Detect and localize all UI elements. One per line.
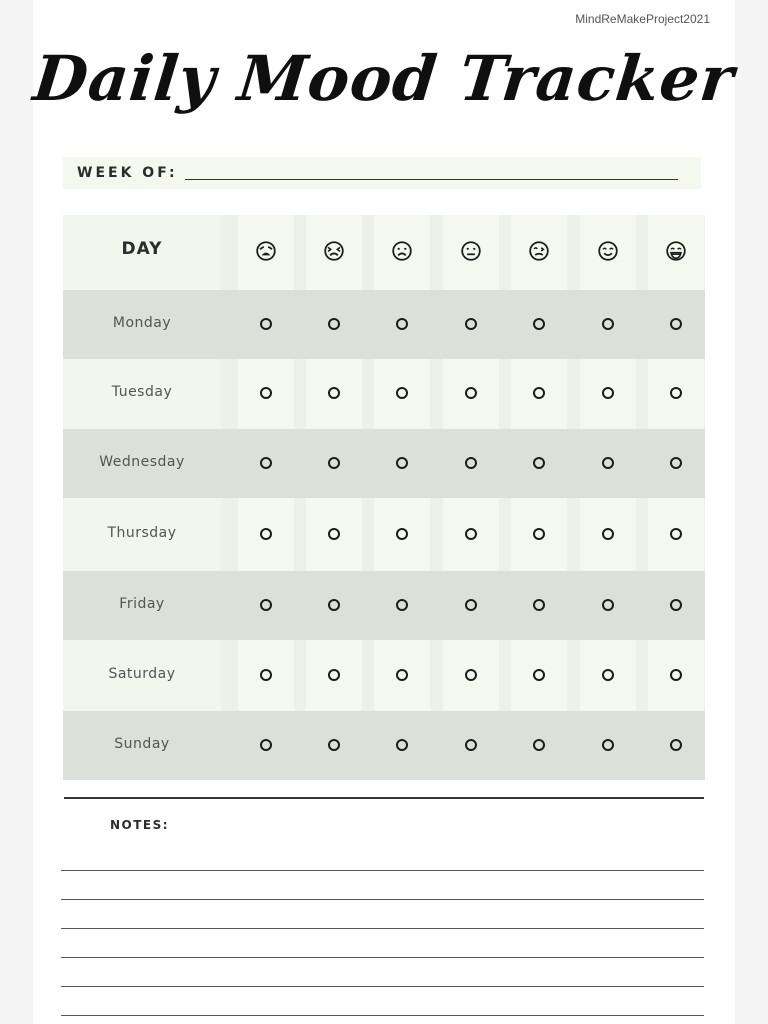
- mood-radio-sunday-5[interactable]: [533, 739, 545, 751]
- week-of-input-line[interactable]: [185, 179, 678, 180]
- mood-radio-saturday-1[interactable]: [260, 669, 272, 681]
- smiling-face-icon: [580, 239, 636, 263]
- mood-radio-monday-4[interactable]: [465, 318, 477, 330]
- winking-face-icon: [511, 239, 567, 263]
- mood-radio-friday-5[interactable]: [533, 599, 545, 611]
- day-label-monday: Monday: [112, 315, 172, 331]
- notes-label: NOTES:: [110, 818, 170, 832]
- note-line[interactable]: [61, 986, 704, 987]
- mood-radio-friday-1[interactable]: [260, 599, 272, 611]
- mood-radio-monday-3[interactable]: [396, 318, 408, 330]
- mood-radio-thursday-4[interactable]: [465, 528, 477, 540]
- mood-radio-monday-6[interactable]: [602, 318, 614, 330]
- mood-radio-tuesday-6[interactable]: [602, 387, 614, 399]
- day-label-tuesday: Tuesday: [111, 384, 173, 400]
- note-line[interactable]: [61, 899, 704, 900]
- day-label-friday: Friday: [119, 596, 165, 612]
- mood-radio-monday-1[interactable]: [260, 318, 272, 330]
- mood-radio-wednesday-1[interactable]: [260, 457, 272, 469]
- mood-radio-friday-4[interactable]: [465, 599, 477, 611]
- mood-radio-wednesday-3[interactable]: [396, 457, 408, 469]
- mood-radio-wednesday-7[interactable]: [670, 457, 682, 469]
- mood-radio-tuesday-5[interactable]: [533, 387, 545, 399]
- page-title: Daily Mood Tracker: [30, 42, 738, 115]
- mood-radio-tuesday-1[interactable]: [260, 387, 272, 399]
- mood-radio-saturday-5[interactable]: [533, 669, 545, 681]
- mood-radio-tuesday-4[interactable]: [465, 387, 477, 399]
- mood-radio-friday-3[interactable]: [396, 599, 408, 611]
- mood-radio-tuesday-3[interactable]: [396, 387, 408, 399]
- mood-radio-sunday-1[interactable]: [260, 739, 272, 751]
- grinning-face-icon: [648, 239, 704, 263]
- mood-radio-friday-6[interactable]: [602, 599, 614, 611]
- mood-radio-sunday-4[interactable]: [465, 739, 477, 751]
- mood-radio-tuesday-2[interactable]: [328, 387, 340, 399]
- mood-radio-thursday-7[interactable]: [670, 528, 682, 540]
- mood-radio-thursday-5[interactable]: [533, 528, 545, 540]
- note-line[interactable]: [61, 957, 704, 958]
- notes-divider: [64, 797, 704, 799]
- mood-radio-wednesday-2[interactable]: [328, 457, 340, 469]
- mood-radio-thursday-2[interactable]: [328, 528, 340, 540]
- mood-radio-monday-7[interactable]: [670, 318, 682, 330]
- note-line[interactable]: [61, 870, 704, 871]
- neutral-face-icon: [443, 239, 499, 263]
- mood-radio-wednesday-4[interactable]: [465, 457, 477, 469]
- mood-radio-thursday-3[interactable]: [396, 528, 408, 540]
- mood-radio-monday-2[interactable]: [328, 318, 340, 330]
- page-margin-right: [735, 0, 768, 1024]
- mood-radio-saturday-7[interactable]: [670, 669, 682, 681]
- note-line[interactable]: [61, 928, 704, 929]
- day-label-sunday: Sunday: [114, 736, 170, 752]
- mood-radio-thursday-6[interactable]: [602, 528, 614, 540]
- mood-radio-saturday-6[interactable]: [602, 669, 614, 681]
- credit-text: MindReMakeProject2021: [575, 12, 710, 26]
- tired-face-icon: [306, 239, 362, 263]
- mood-radio-wednesday-6[interactable]: [602, 457, 614, 469]
- day-label-saturday: Saturday: [108, 666, 176, 682]
- mood-radio-sunday-6[interactable]: [602, 739, 614, 751]
- mood-radio-thursday-1[interactable]: [260, 528, 272, 540]
- mood-radio-tuesday-7[interactable]: [670, 387, 682, 399]
- mood-radio-friday-7[interactable]: [670, 599, 682, 611]
- week-of-label: WEEK OF:: [77, 165, 178, 181]
- mood-radio-sunday-7[interactable]: [670, 739, 682, 751]
- day-label-wednesday: Wednesday: [99, 454, 185, 470]
- sad-face-icon: [374, 239, 430, 263]
- mood-radio-monday-5[interactable]: [533, 318, 545, 330]
- day-label-thursday: Thursday: [107, 525, 177, 541]
- week-of-bar: [63, 157, 701, 189]
- mood-radio-sunday-3[interactable]: [396, 739, 408, 751]
- mood-radio-friday-2[interactable]: [328, 599, 340, 611]
- day-column-header: DAY: [121, 239, 163, 259]
- mood-radio-saturday-2[interactable]: [328, 669, 340, 681]
- mood-radio-saturday-4[interactable]: [465, 669, 477, 681]
- mood-radio-sunday-2[interactable]: [328, 739, 340, 751]
- mood-radio-saturday-3[interactable]: [396, 669, 408, 681]
- mood-grid: [63, 215, 705, 780]
- page-margin-left: [0, 0, 33, 1024]
- crying-face-icon: [238, 239, 294, 263]
- note-line[interactable]: [61, 1015, 704, 1016]
- mood-radio-wednesday-5[interactable]: [533, 457, 545, 469]
